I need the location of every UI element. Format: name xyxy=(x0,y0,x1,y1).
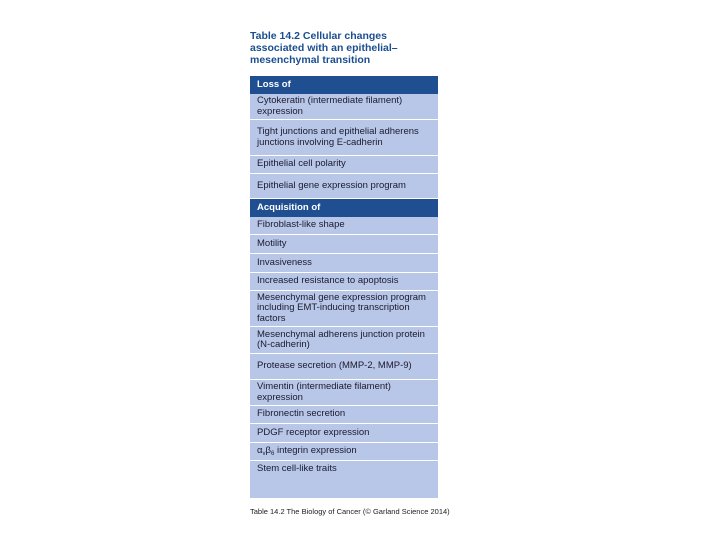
row-text: Cytokeratin (intermediate filament) expression xyxy=(257,95,403,117)
row-text: Fibroblast-like shape xyxy=(257,219,345,231)
table-row xyxy=(250,217,438,235)
table-row xyxy=(250,94,438,120)
row-text: Epithelial cell polarity xyxy=(257,158,346,170)
table-row xyxy=(250,174,438,199)
beta-subscript: 6 xyxy=(270,451,275,458)
table-caption: Table 14.2 The Biology of Cancer (© Garland Science 2014) xyxy=(250,507,450,516)
row-text: Mesenchymal adherens junction protein (N-cadherin) xyxy=(257,328,425,350)
alpha-symbol: α xyxy=(257,445,263,457)
table-row xyxy=(250,443,438,461)
table-title xyxy=(250,30,440,66)
table-row xyxy=(250,156,438,174)
row-text: Epithelial gene expression program xyxy=(257,179,406,191)
table-row xyxy=(250,235,438,254)
table-row xyxy=(250,327,438,354)
table-number: Table 14.2 xyxy=(250,30,300,42)
table-row xyxy=(250,380,438,406)
row-text: Vimentin (intermediate filament) expression xyxy=(257,381,391,403)
table-row xyxy=(250,406,438,424)
row-text: Stem cell-like traits xyxy=(257,463,337,475)
table-row xyxy=(250,291,438,327)
emt-table xyxy=(250,76,438,498)
row-text xyxy=(257,446,357,457)
row-text: Tight junctions and epithelial adherens junctions involving E-cadherin xyxy=(257,126,419,148)
row-text: Motility xyxy=(257,237,287,249)
table-row xyxy=(250,273,438,291)
row-text: Increased resistance to apoptosis xyxy=(257,275,399,287)
row-text: Mesenchymal gene expression program including EMT-inducing transcription factors xyxy=(257,291,426,324)
table-row xyxy=(250,461,438,478)
row-text: PDGF receptor expression xyxy=(257,426,370,438)
row-text: Fibronectin secretion xyxy=(257,408,346,420)
table-title-text: Cellular changes associated with an epithelial–mesenchymal transition xyxy=(250,30,398,66)
alpha-subscript: v xyxy=(262,451,266,458)
section-header-acquisition: Acquisition of xyxy=(250,199,438,217)
beta-symbol: β xyxy=(265,445,271,457)
section-header-loss: Loss of xyxy=(250,76,438,94)
document xyxy=(250,30,450,516)
integrin-symbol xyxy=(257,445,274,456)
table-row xyxy=(250,424,438,443)
table-row xyxy=(250,354,438,380)
row-text: Protease secretion (MMP-2, MMP-9) xyxy=(257,360,412,372)
row-text: Invasiveness xyxy=(257,256,312,268)
table-row xyxy=(250,120,438,156)
table-row xyxy=(250,254,438,273)
integrin-text: integrin expression xyxy=(276,445,357,457)
